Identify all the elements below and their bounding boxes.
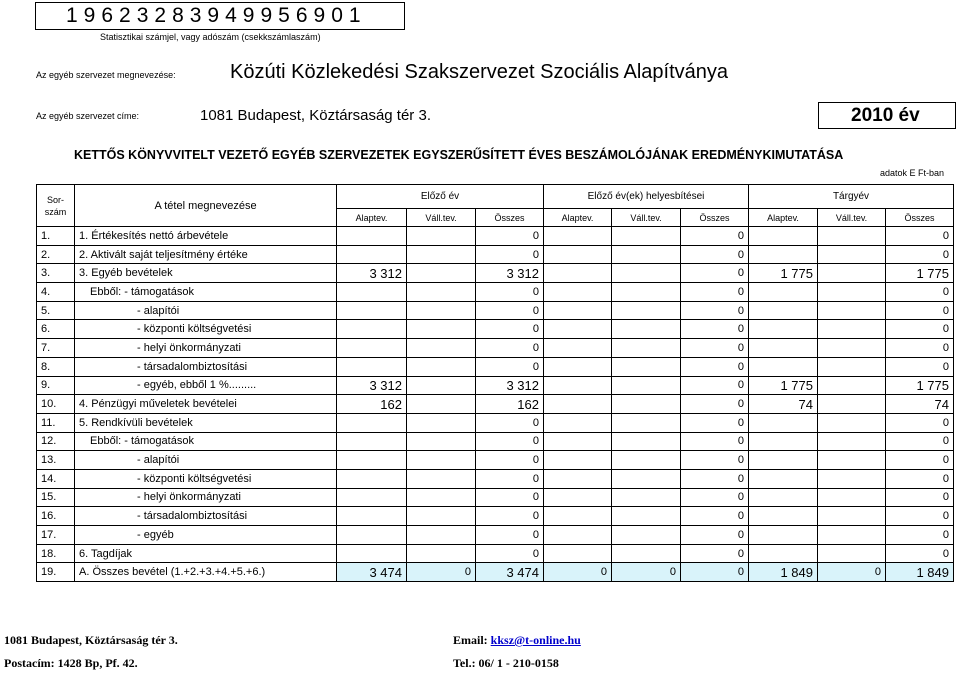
row-index: 4. [37,283,75,302]
value-cell [544,432,612,451]
value-cell: 1 775 [886,264,954,283]
value-cell [818,320,886,339]
subcol-header: Alaptev. [749,209,818,227]
value-cell: 0 [681,432,749,451]
value-cell [818,488,886,507]
value-cell: 0 [886,283,954,302]
value-cell [407,245,476,264]
subcol-header: Összes [886,209,954,227]
row-label: 4. Pénzügyi műveletek bevételei [75,395,337,414]
org-address-label: Az egyéb szervezet címe: [36,111,140,121]
table-row [37,488,954,507]
value-cell: 0 [886,526,954,545]
value-cell [337,526,407,545]
value-cell: 0 [476,451,544,470]
value-cell [818,301,886,320]
value-cell [337,544,407,563]
row-index: 16. [37,507,75,526]
value-cell [612,451,681,470]
subcol-header: Alaptev. [544,209,612,227]
value-cell [612,413,681,432]
value-cell: 0 [681,245,749,264]
value-cell: 0 [886,544,954,563]
report-title: KETTŐS KÖNYVVITELT VEZETŐ EGYÉB SZERVEZETEK EGYSZERŰSÍTETT ÉVES BESZÁMOLÓJÁNAK EREDMÉNYKIMUTATÁSA [74,148,844,162]
table-row [37,413,954,432]
value-cell [544,357,612,376]
value-cell [612,357,681,376]
value-cell [749,339,818,358]
value-cell [749,451,818,470]
value-cell [544,395,612,414]
row-index: 12. [37,432,75,451]
value-cell: 3 312 [476,376,544,395]
table-row [37,526,954,545]
row-index: 18. [37,544,75,563]
stat-number: 19623283949956901 [66,4,367,27]
value-cell [337,357,407,376]
row-label: 6. Tagdíjak [75,544,337,563]
value-cell [337,432,407,451]
value-cell: 0 [544,563,612,582]
value-cell [612,469,681,488]
email-label: Email: [453,633,488,647]
row-index: 6. [37,320,75,339]
value-cell: 0 [681,301,749,320]
value-cell [612,544,681,563]
value-cell [337,507,407,526]
value-cell [749,283,818,302]
value-cell: 3 312 [476,264,544,283]
table-row [37,469,954,488]
value-cell [612,320,681,339]
value-cell [544,469,612,488]
row-label: - társadalombiztosítási [75,507,337,526]
value-cell [749,357,818,376]
value-cell: 0 [476,507,544,526]
value-cell: 0 [476,432,544,451]
value-cell [818,283,886,302]
value-cell [749,526,818,545]
income-statement-table [36,184,954,582]
value-cell [407,339,476,358]
row-label: A. Összes bevétel (1.+2.+3.+4.+5.+6.) [75,563,337,582]
value-cell [407,376,476,395]
value-cell: 0 [612,563,681,582]
value-cell: 0 [681,320,749,339]
value-cell [612,526,681,545]
value-cell [407,227,476,246]
row-label: 2. Aktivált saját teljesítmény értéke [75,245,337,264]
value-cell: 0 [681,507,749,526]
row-label: - helyi önkormányzati [75,339,337,358]
value-cell: 1 775 [749,264,818,283]
value-cell: 0 [681,563,749,582]
value-cell: 0 [681,413,749,432]
row-label: - alapítói [75,301,337,320]
row-index: 13. [37,451,75,470]
value-cell [337,488,407,507]
value-cell [544,488,612,507]
value-cell [407,413,476,432]
value-cell [612,245,681,264]
value-cell: 0 [681,469,749,488]
value-cell [337,301,407,320]
value-cell [749,488,818,507]
row-index: 11. [37,413,75,432]
row-index: 8. [37,357,75,376]
value-cell: 3 312 [337,264,407,283]
email-link[interactable]: kksz@t-online.hu [490,633,581,647]
row-index: 15. [37,488,75,507]
org-name-label: Az egyéb szervezet megnevezése: [36,70,176,80]
row-index: 1. [37,227,75,246]
row-label: - központi költségvetési [75,469,337,488]
value-cell: 74 [749,395,818,414]
value-cell [749,227,818,246]
table-row [37,507,954,526]
table-row [37,395,954,414]
subcol-header: Összes [476,209,544,227]
value-cell [544,245,612,264]
table-row [37,432,954,451]
value-cell [749,413,818,432]
value-cell [818,469,886,488]
value-cell: 0 [886,507,954,526]
value-cell [407,283,476,302]
org-address: 1081 Budapest, Köztársaság tér 3. [200,107,431,124]
subcol-header: Váll.tev. [407,209,476,227]
row-label: 1. Értékesítés nettó árbevétele [75,227,337,246]
value-cell: 0 [476,357,544,376]
value-cell [749,469,818,488]
value-cell [818,339,886,358]
value-cell: 0 [476,283,544,302]
table-row [37,451,954,470]
value-cell: 0 [476,227,544,246]
value-cell [337,413,407,432]
value-cell [612,227,681,246]
row-index: 10. [37,395,75,414]
footer-phone: Tel.: 06/ 1 - 210-0158 [453,656,559,670]
value-cell [612,376,681,395]
value-cell: 0 [886,339,954,358]
subcol-header: Váll.tev. [612,209,681,227]
table-row [37,227,954,246]
value-cell: 0 [476,526,544,545]
value-cell [544,264,612,283]
value-cell: 0 [681,227,749,246]
value-cell: 0 [681,526,749,545]
value-cell [337,320,407,339]
row-index: 9. [37,376,75,395]
value-cell [818,227,886,246]
row-label: Ebből: - támogatások [75,432,337,451]
table-row [37,320,954,339]
value-cell: 0 [681,395,749,414]
value-cell [749,432,818,451]
value-cell [337,245,407,264]
value-cell [818,395,886,414]
value-cell: 0 [681,339,749,358]
year: 2010 év [851,105,920,126]
value-cell: 0 [476,339,544,358]
value-cell [337,339,407,358]
row-label: 3. Egyéb bevételek [75,264,337,283]
value-cell: 1 849 [886,563,954,582]
value-cell [544,544,612,563]
value-cell [407,451,476,470]
table-header [37,185,954,227]
value-cell [337,227,407,246]
table-row [37,283,954,302]
stat-number-box [35,2,405,30]
row-label: - egyéb, ebből 1 %......... [75,376,337,395]
value-cell [612,507,681,526]
value-cell: 0 [681,357,749,376]
value-cell: 3 474 [476,563,544,582]
table-row [37,357,954,376]
value-cell: 0 [886,469,954,488]
footer-email [453,633,581,648]
org-name: Közúti Közlekedési Szakszervezet Szociális Alapítványa [230,61,729,83]
value-cell: 162 [337,395,407,414]
value-cell [749,301,818,320]
table-row [37,301,954,320]
value-cell: 1 775 [749,376,818,395]
value-cell: 0 [886,432,954,451]
value-cell [407,264,476,283]
value-cell [544,526,612,545]
value-cell [818,507,886,526]
value-cell: 0 [886,357,954,376]
table-row [37,544,954,563]
row-index: 14. [37,469,75,488]
row-index: 7. [37,339,75,358]
value-cell [612,488,681,507]
value-cell [544,451,612,470]
row-index: 2. [37,245,75,264]
subcol-header: Váll.tev. [818,209,886,227]
value-cell: 0 [407,563,476,582]
value-cell [818,376,886,395]
value-cell: 0 [681,488,749,507]
value-cell: 0 [886,227,954,246]
table-row [37,563,954,582]
footer-address: 1081 Budapest, Köztársaság tér 3. [4,633,178,647]
value-cell: 0 [476,301,544,320]
value-cell [818,544,886,563]
value-cell [818,264,886,283]
value-cell: 0 [476,245,544,264]
year-box [818,102,956,129]
value-cell: 0 [886,320,954,339]
group-header-prev: Előző év [337,185,544,209]
value-cell [337,283,407,302]
value-cell: 3 474 [337,563,407,582]
value-cell [612,395,681,414]
table-row [37,376,954,395]
table-row [37,264,954,283]
value-cell: 0 [886,245,954,264]
value-cell [544,227,612,246]
row-index: 17. [37,526,75,545]
value-cell [544,413,612,432]
value-cell [818,451,886,470]
table-row [37,245,954,264]
value-cell: 162 [476,395,544,414]
value-cell [337,451,407,470]
value-cell [407,488,476,507]
subcol-header: Alaptev. [337,209,407,227]
row-label: - központi költségvetési [75,320,337,339]
value-cell [407,507,476,526]
footer-postal: Postacím: 1428 Bp, Pf. 42. [4,656,138,670]
value-cell [612,283,681,302]
row-index: 3. [37,264,75,283]
col-index-header: Sor- szám [37,185,75,227]
value-cell: 0 [681,544,749,563]
unit-note: adatok E Ft-ban [880,168,945,178]
value-cell [337,469,407,488]
value-cell [612,264,681,283]
value-cell: 0 [818,563,886,582]
value-cell [544,339,612,358]
value-cell [818,245,886,264]
col-name-header: A tétel megnevezése [75,185,337,227]
value-cell: 3 312 [337,376,407,395]
value-cell [544,283,612,302]
value-cell [407,469,476,488]
value-cell [749,507,818,526]
value-cell [407,544,476,563]
value-cell: 0 [886,451,954,470]
row-label: Ebből: - támogatások [75,283,337,302]
value-cell [612,432,681,451]
value-cell: 0 [681,283,749,302]
value-cell [818,357,886,376]
row-label: - társadalombiztosítási [75,357,337,376]
value-cell [407,357,476,376]
table-row [37,339,954,358]
value-cell [749,245,818,264]
row-label: 5. Rendkívüli bevételek [75,413,337,432]
value-cell [407,526,476,545]
value-cell: 0 [681,451,749,470]
value-cell [407,320,476,339]
row-label: - helyi önkormányzati [75,488,337,507]
value-cell [544,320,612,339]
value-cell: 0 [476,413,544,432]
value-cell: 74 [886,395,954,414]
value-cell [749,544,818,563]
subcol-header: Összes [681,209,749,227]
group-header-corr: Előző év(ek) helyesbítései [544,185,749,209]
value-cell [612,301,681,320]
value-cell: 1 775 [886,376,954,395]
value-cell: 0 [476,544,544,563]
row-index: 5. [37,301,75,320]
value-cell: 1 849 [749,563,818,582]
value-cell: 0 [476,320,544,339]
value-cell [407,301,476,320]
value-cell [818,432,886,451]
value-cell [407,395,476,414]
value-cell: 0 [681,376,749,395]
row-index: 19. [37,563,75,582]
table-body [37,227,954,582]
value-cell: 0 [886,301,954,320]
stat-caption: Statisztikai számjel, vagy adószám (csekkszámlaszám) [100,32,321,42]
value-cell [544,376,612,395]
value-cell [612,339,681,358]
value-cell [544,507,612,526]
value-cell [818,413,886,432]
value-cell: 0 [681,264,749,283]
value-cell: 0 [886,413,954,432]
value-cell [544,301,612,320]
row-label: - alapítói [75,451,337,470]
row-label: - egyéb [75,526,337,545]
value-cell: 0 [476,469,544,488]
value-cell: 0 [886,488,954,507]
value-cell [818,526,886,545]
value-cell: 0 [476,488,544,507]
value-cell [407,432,476,451]
group-header-current: Tárgyév [749,185,954,209]
value-cell [749,320,818,339]
